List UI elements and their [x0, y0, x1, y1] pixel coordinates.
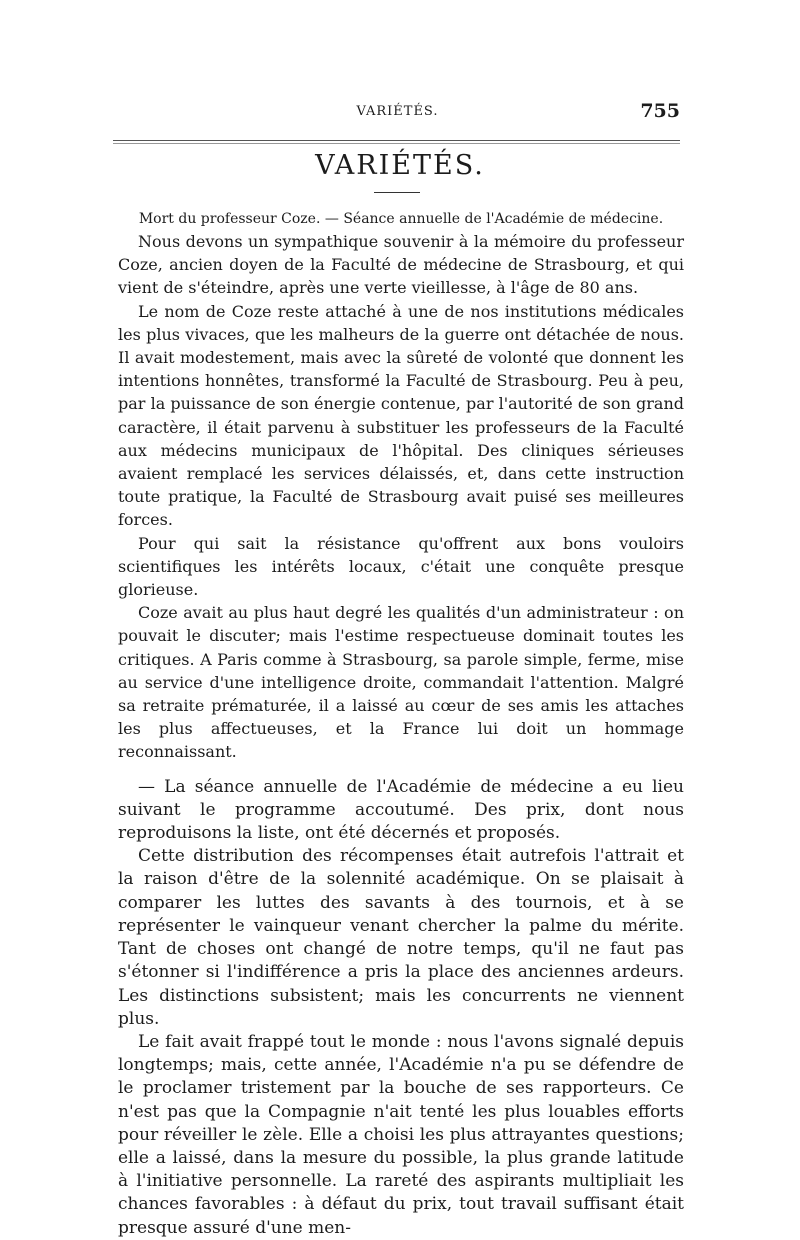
article-subtitle: Mort du professeur Coze. — Séance annuelle de l'Académie de médecine.: [138, 211, 664, 227]
page-number: 755: [640, 100, 680, 122]
paragraph: Le fait avait frappé tout le monde : nous l'avons signalé depuis longtemps; mais, cette année, l'Académie n'a pu se défendre de le proclamer tristement par la bouche de ses rapporteurs. Ce n'est pas que la Compagnie n'ait tenté les plus louables efforts pour réveiller le zèle. Elle a choisi les plus attrayantes questions; elle a laissé, dans la mesure du possible, la plus grande latitude à l'initiative personnelle. La rareté des aspirants multipliait les chances favorables : à défaut du prix, tout travail suffisant était presque assuré d'une men-: [118, 1031, 684, 1238]
paragraph: Pour qui sait la résistance qu'offrent aux bons vouloirs scientifiques les intérêts locaux, c'était une conquête presque glorieuse.: [118, 533, 684, 600]
obituary-section: [118, 230, 684, 764]
section-title: VARIÉTÉS.: [315, 150, 485, 181]
header-rule: [113, 140, 680, 141]
title-underline: [374, 192, 420, 193]
academy-section: [118, 776, 684, 1240]
paragraph: Coze avait au plus haut degré les qualités d'un administrateur : on pouvait le discuter; mais l'estime respectueuse dominait toutes les critiques. A Paris comme à Strasbourg, sa parole simple, ferme, mise au service d'une intelligence droite, commandait l'attention. Malgré sa retraite prématurée, il a laissé au cœur de ses amis les attaches les plus affectueuses, et la France lui doit un hommage reconnaissant.: [118, 603, 684, 762]
paragraph: Cette distribution des récompenses était autrefois l'attrait et la raison d'être de la solennité académique. On se plaisait à comparer les luttes des savants à des tournois, et à se représenter le vainqueur venant chercher la palme du mérite. Tant de choses ont changé de notre temps, qu'il ne faut pas s'étonner si l'indifférence a pris la place des anciennes ardeurs. Les distinctions subsistent; mais les concurrents ne viennent plus.: [118, 846, 684, 1029]
running-header: [115, 100, 680, 128]
article-body: [118, 208, 684, 1240]
paragraph: Le nom de Coze reste attaché à une de nos institutions médicales les plus vivaces, que les malheurs de la guerre ont détachée de nous. Il avait modestement, mais avec la sûreté de volonté que donnent les intentions honnêtes, transformé la Faculté de Strasbourg. Peu à peu, par la puissance de son énergie contenue, par l'autorité de son grand caractère, il était parvenu à substituer les professeurs de la Faculté aux médecins municipaux de l'hôpital. Des cliniques sérieuses avaient remplacé les services délaissés, et, dans cette instruction toute pratique, la Faculté de Strasbourg avait puisé ses meilleures forces.: [118, 301, 684, 530]
paragraph: — La séance annuelle de l'Académie de médecine a eu lieu suivant le programme accoutumé. Des prix, dont nous reproduisons la liste, ont été décernés et proposés.: [118, 776, 684, 844]
running-title: VARIÉTÉS.: [356, 104, 439, 119]
paragraph: Nous devons un sympathique souvenir à la mémoire du professeur Coze, ancien doyen de la Faculté de médecine de Strasbourg, et qui vient de s'éteindre, après une verte vieillesse, à l'âge de 80 ans.: [118, 232, 684, 298]
